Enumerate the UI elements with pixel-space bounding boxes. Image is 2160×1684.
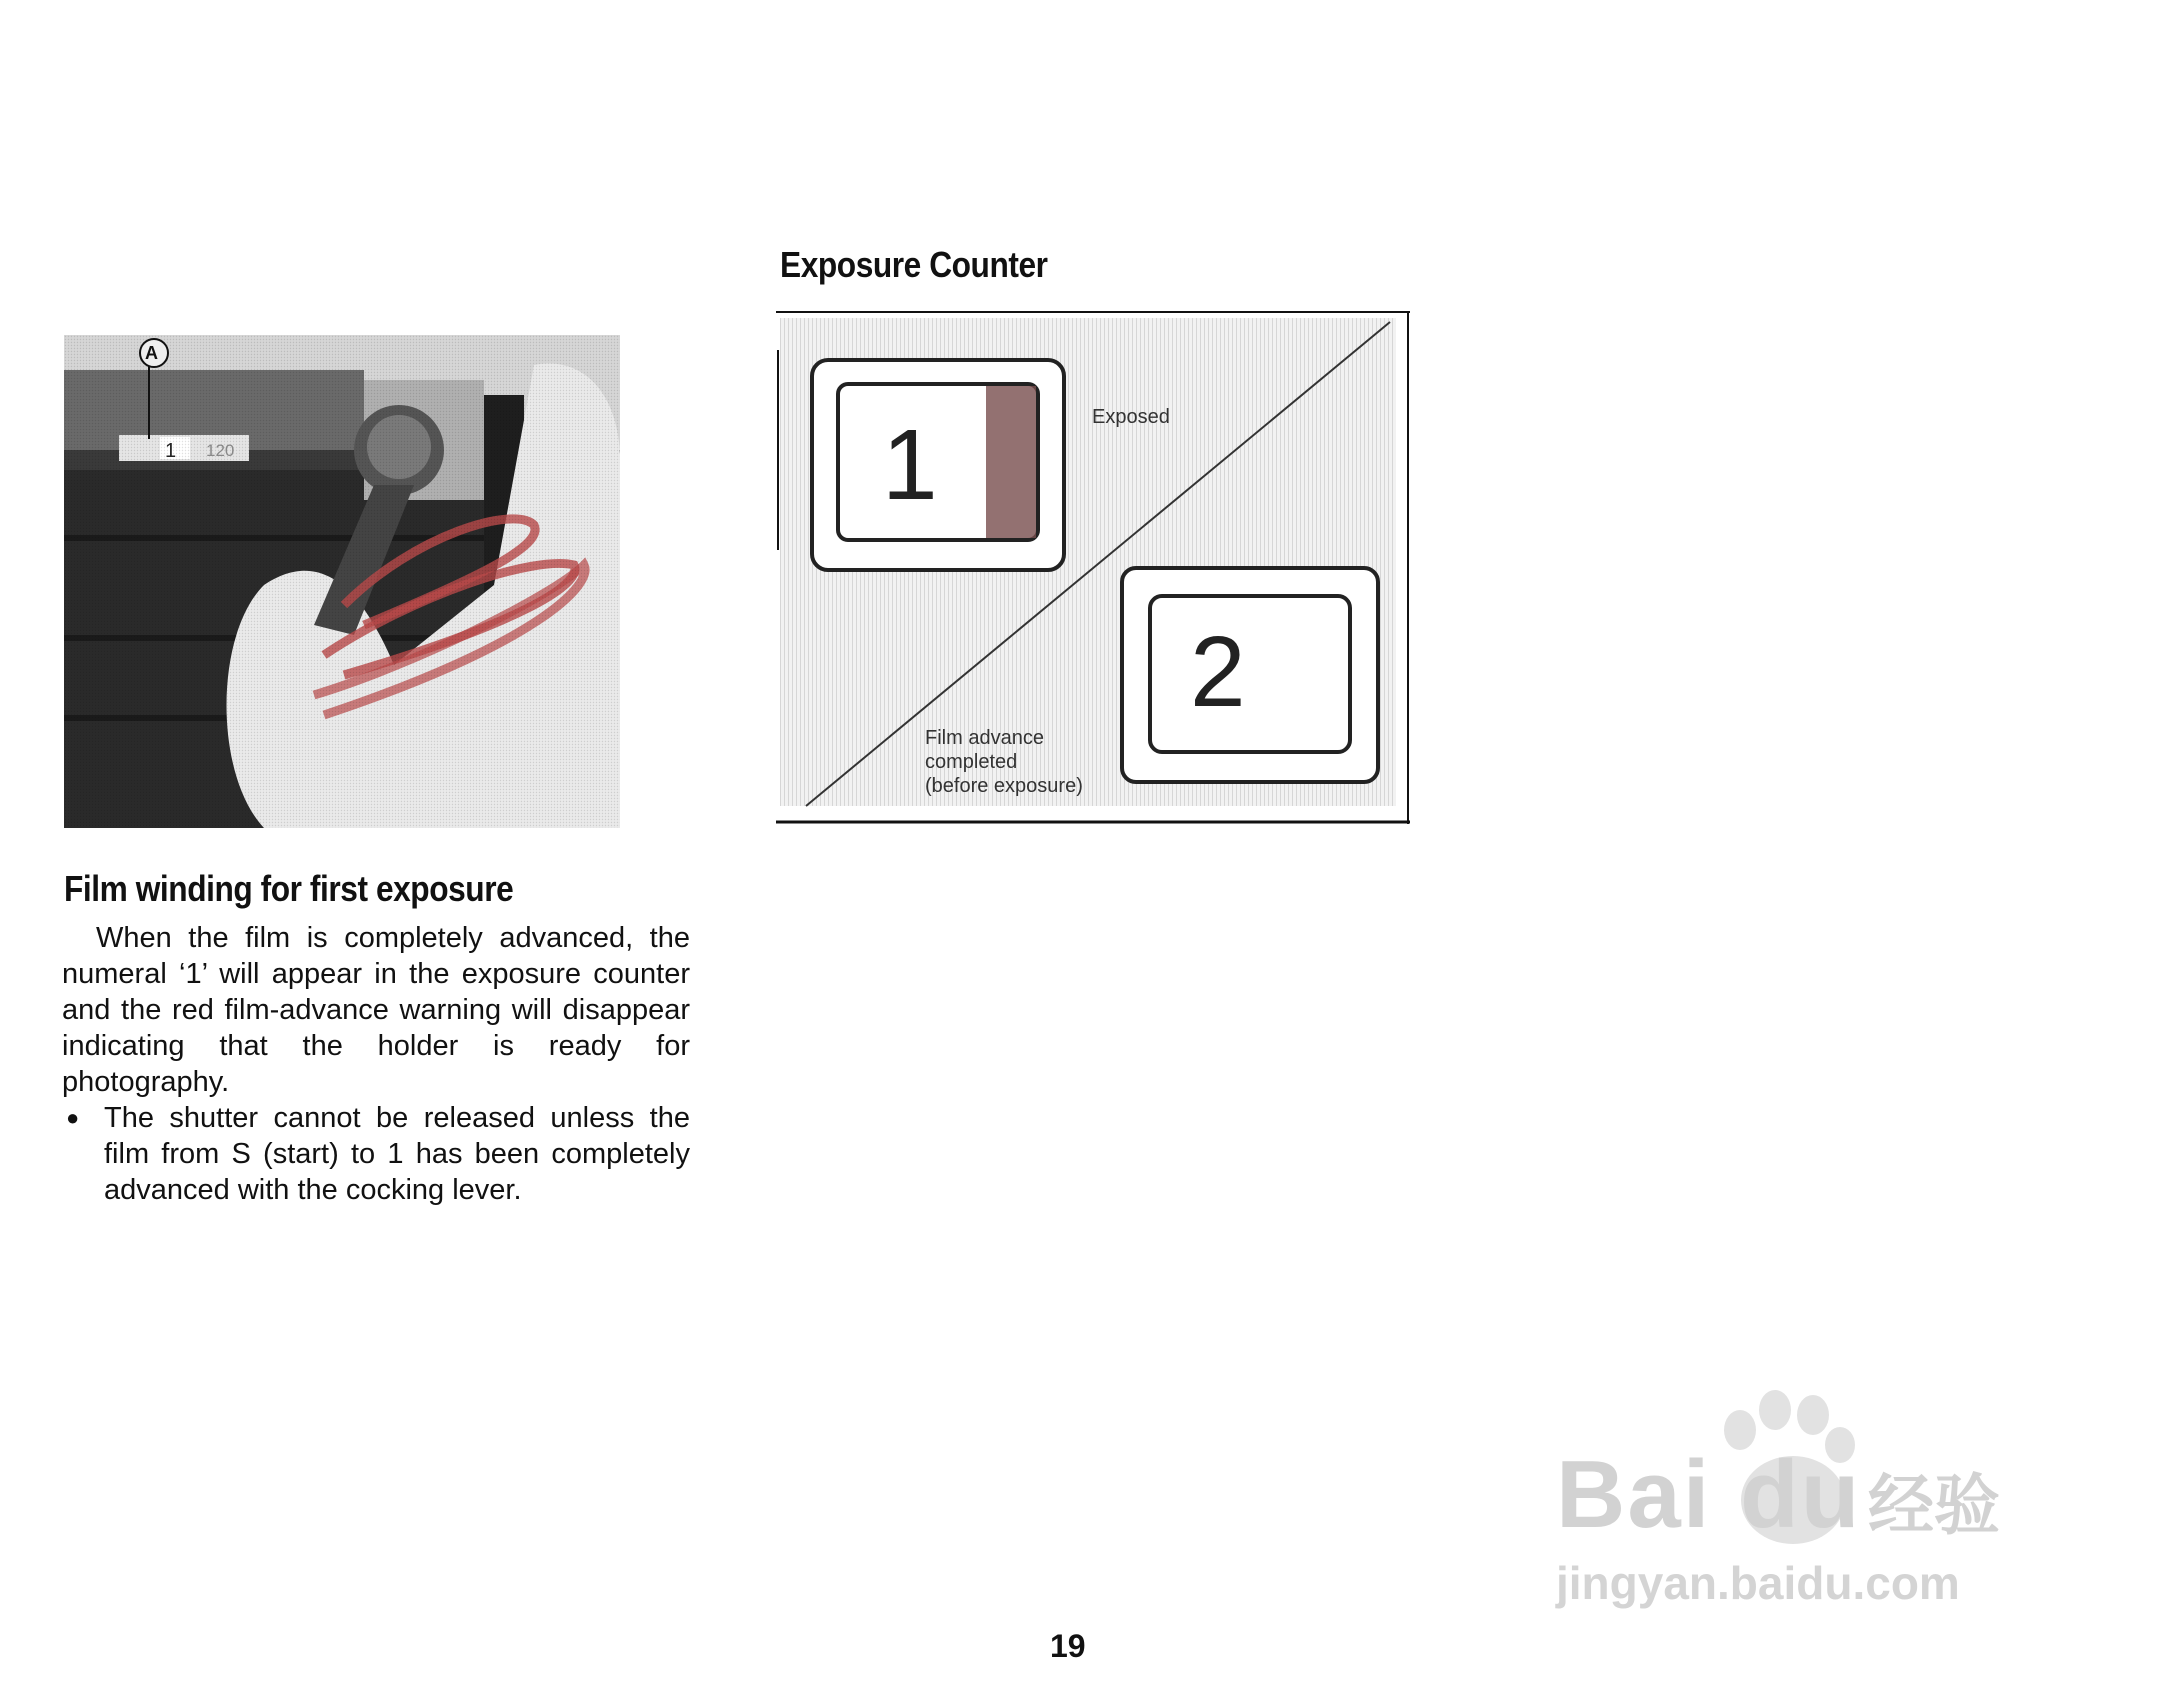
label-film-advance [925, 726, 1083, 798]
bullet-text: The shutter cannot be released unless the film from S (start) to 1 has been completely advanced with the cocking lever. [104, 1102, 690, 1206]
camera-photo [64, 335, 620, 828]
label-line: (before exposure) [925, 775, 1083, 797]
exposure-counter-diagram [776, 310, 1410, 824]
section-heading-exposure-counter: Exposure Counter [780, 244, 1048, 285]
watermark-url: jingyan.baidu.com [1556, 1557, 1960, 1609]
body-text [62, 920, 690, 1208]
label-exposed: Exposed [1092, 406, 1170, 428]
watermark-brand-cn: 经验 [1868, 1468, 2000, 1542]
photo-film-type: 120 [206, 441, 235, 460]
photo-callout-label: A [145, 343, 158, 363]
counter-digit-next: 2 [1190, 616, 1246, 728]
page-number: 19 [1050, 1628, 1086, 1664]
label-line: Film advance [925, 727, 1044, 749]
watermark-brand: Bai du [1556, 1441, 1862, 1548]
counter-digit-exposed: 1 [882, 409, 938, 521]
label-line: completed [925, 751, 1018, 773]
photo-counter-value: 1 [165, 440, 177, 462]
bullet-item [62, 1100, 690, 1208]
bullet-dot: ● [66, 1105, 80, 1130]
paragraph: When the film is completely advanced, the numeral ‘1’ will appear in the exposure counter and the red film-advance warning will disappear indicating that the holder is ready for photography. [62, 922, 690, 1098]
section-heading-film-winding: Film winding for first exposure [64, 868, 514, 909]
